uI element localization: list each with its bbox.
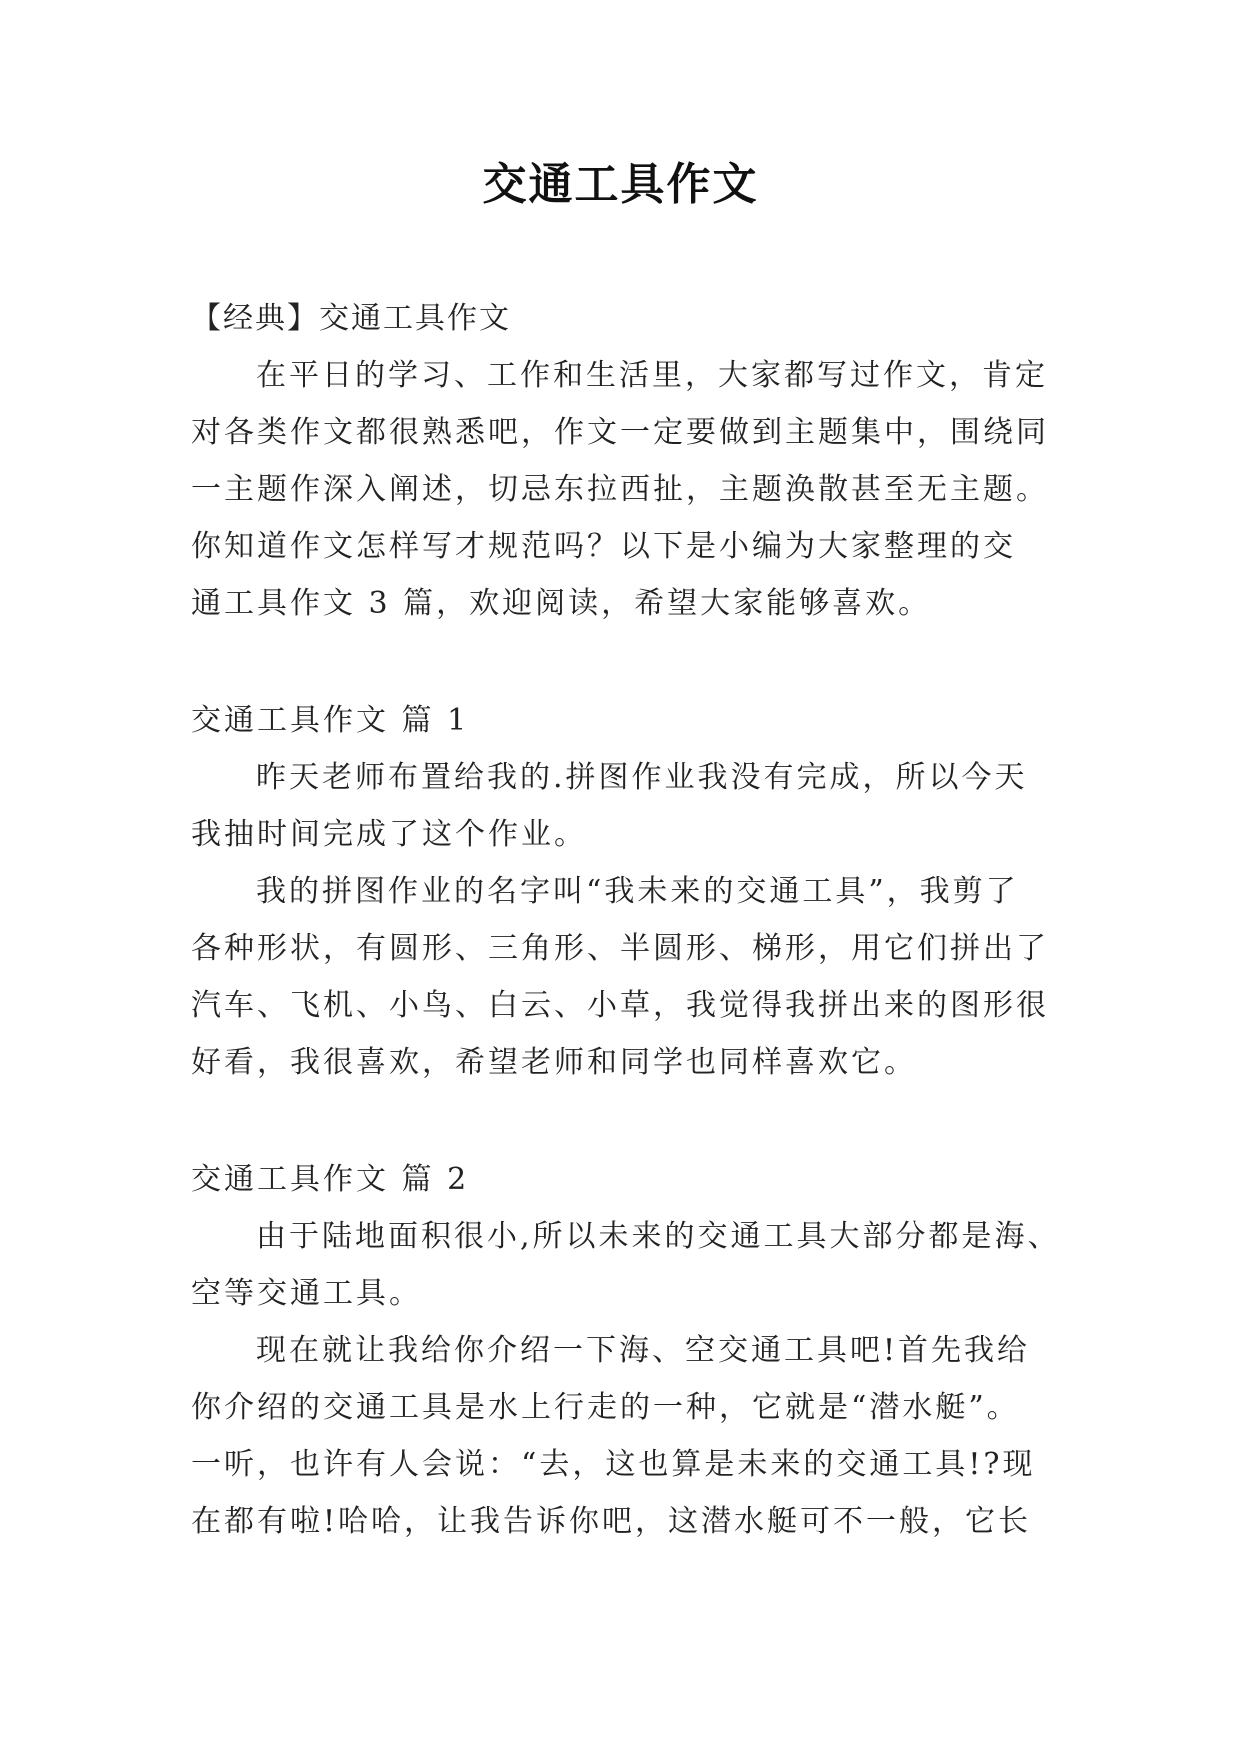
intro-line-3: 一主题作深入阐述，切忌东拉西扯，主题涣散甚至无主题。 xyxy=(191,472,1049,507)
section-2-line-1: 由于陆地面积很小,所以未来的交通工具大部分都是海、 xyxy=(256,1219,1061,1254)
intro-line-5: 通工具作文 3 篇，欢迎阅读，希望大家能够喜欢。 xyxy=(191,586,932,621)
document-title: 交通工具作文 xyxy=(482,159,759,210)
section-2-line-5: 一听，也许有人会说：“去，这也算是未来的交通工具!?现 xyxy=(191,1447,1036,1482)
intro-line-1: 在平日的学习、工作和生活里，大家都写过作文，肯定 xyxy=(256,358,1048,393)
section-1-line-6: 好看，我很喜欢，希望老师和同学也同样喜欢它。 xyxy=(191,1045,917,1080)
section-1-line-4: 各种形状，有圆形、三角形、半圆形、梯形，用它们拼出了 xyxy=(191,931,1049,966)
section-1-line-3: 我的拼图作业的名字叫“我未来的交通工具”，我剪了 xyxy=(256,874,1019,909)
section-gap xyxy=(191,632,1061,692)
section-1-line-1: 昨天老师布置给我的.拼图作业我没有完成，所以今天 xyxy=(256,760,1028,795)
intro-line-2: 对各类作文都很熟悉吧，作文一定要做到主题集中，围绕同 xyxy=(191,415,1049,450)
intro-label: 【经典】交通工具作文 xyxy=(191,301,511,336)
section-2-line-3: 现在就让我给你介绍一下海、空交通工具吧!首先我给 xyxy=(256,1333,1031,1368)
section-1-line-5: 汽车、飞机、小鸟、白云、小草，我觉得我拼出来的图形很 xyxy=(191,988,1049,1023)
intro-line-4: 你知道作文怎样写才规范吗？以下是小编为大家整理的交 xyxy=(191,529,1016,564)
section-2-line-2: 空等交通工具。 xyxy=(191,1276,422,1311)
section-1-heading: 交通工具作文 篇 1 xyxy=(191,703,470,738)
section-2-line-4: 你介绍的交通工具是水上行走的一种，它就是“潜水艇”。 xyxy=(191,1390,1020,1425)
section-gap xyxy=(191,1091,1061,1151)
section-2-heading: 交通工具作文 篇 2 xyxy=(191,1162,470,1197)
section-2-line-6: 在都有啦!哈哈，让我告诉你吧，这潜水艇可不一般，它长 xyxy=(191,1504,1032,1539)
document-body xyxy=(191,290,1061,1550)
section-1-line-2: 我抽时间完成了这个作业。 xyxy=(191,817,587,852)
